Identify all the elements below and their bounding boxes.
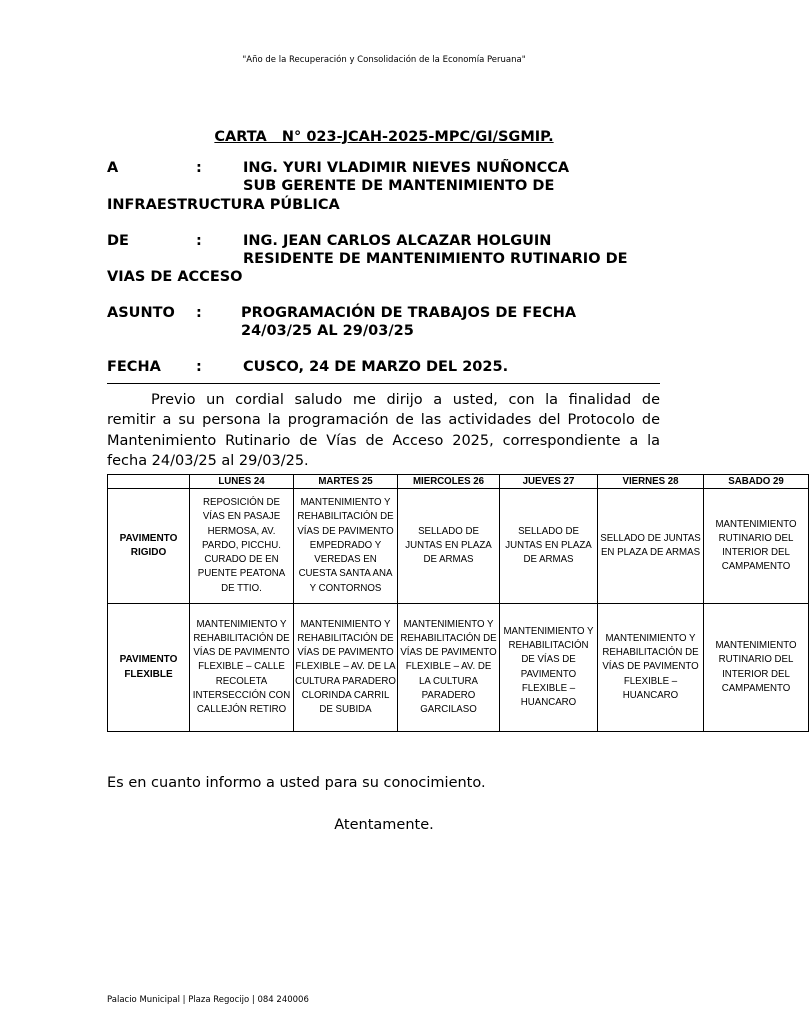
schedule-table [107,474,809,732]
field-a-recipient-position: SUB GERENTE DE MANTENIMIENTO DE [243,178,555,194]
table-header-cell-empty [108,475,190,489]
table-header-row [108,475,809,489]
table-header-cell: LUNES 24 [190,475,294,489]
field-de-sender-position: RESIDENTE DE MANTENIMIENTO RUTINARIO DE [243,251,628,267]
field-a-label: A [107,160,119,176]
field-asunto-subject-dates: 24/03/25 AL 29/03/25 [241,323,414,339]
header-divider [107,383,660,384]
footer-address: Palacio Municipal | Plaza Regocijo | 084 240006 [107,995,309,1005]
table-cell: MANTENIMIENTO RUTINARIO DEL INTERIOR DEL CAMPAMENTO [704,489,809,604]
table-cell: MANTENIMIENTO Y REHABILITACIÓN DE VÍAS DE PAVIMENTO FLEXIBLE – AV. DE LA CULTURA PARADERO GARCILASO [398,604,500,732]
table-row-label: PAVIMENTO FLEXIBLE [108,604,190,732]
field-asunto-label: ASUNTO [107,305,175,321]
table-cell: MANTENIMIENTO Y REHABILITACIÓN DE VÍAS DE PAVIMENTO FLEXIBLE – HUANCARO [500,604,598,732]
table-cell: MANTENIMIENTO RUTINARIO DEL INTERIOR DEL CAMPAMENTO [704,604,809,732]
table-header-cell: SABADO 29 [704,475,809,489]
field-fecha-separator: : [196,359,202,375]
paragraph-line: remitir a su persona la programación de las actividades del Protocolo de [107,412,660,428]
field-a-separator: : [196,160,202,176]
field-de-sender-name: ING. JEAN CARLOS ALCAZAR HOLGUIN [243,233,552,249]
letter-title [0,128,768,146]
field-de-separator: : [196,233,202,249]
field-asunto-separator: : [196,305,202,321]
letter-title-text: CARTA N° 023-JCAH-2025-MPC/GI/SGMIP. [214,129,554,145]
paragraph-line: Previo un cordial saludo me dirijo a usted, con la finalidad de [151,392,660,408]
table-header-cell: VIERNES 28 [598,475,704,489]
table-header-cell: MARTES 25 [294,475,398,489]
field-a-recipient-name: ING. YURI VLADIMIR NIEVES NUÑONCCA [243,160,570,176]
table-cell: MANTENIMIENTO Y REHABILITACIÓN DE VÍAS DE PAVIMENTO FLEXIBLE – AV. DE LA CULTURA PARADERO CLORINDA CARRIL DE SUBIDA [294,604,398,732]
table-cell: MANTENIMIENTO Y REHABILITACIÓN DE VÍAS DE PAVIMENTO EMPEDRADO Y VEREDAS EN CUESTA SANTA ANA Y CONTORNOS [294,489,398,604]
paragraph-line: fecha 24/03/25 al 29/03/25. [107,453,309,469]
field-fecha-label: FECHA [107,359,161,375]
table-row [108,604,809,732]
table-header-cell: JUEVES 27 [500,475,598,489]
field-de-label: DE [107,233,129,249]
table-cell: SELLADO DE JUNTAS EN PLAZA DE ARMAS [500,489,598,604]
paragraph-line: Mantenimiento Rutinario de Vías de Acceso 2025, correspondiente a la [107,433,660,449]
table-header-cell: MIERCOLES 26 [398,475,500,489]
table-cell: SELLADO DE JUNTAS EN PLAZA DE ARMAS [598,489,704,604]
field-asunto-subject: PROGRAMACIÓN DE TRABAJOS DE FECHA [241,305,577,321]
field-de-sender-position-cont: VIAS DE ACCESO [107,269,243,285]
table-cell: SELLADO DE JUNTAS EN PLAZA DE ARMAS [398,489,500,604]
table-row [108,489,809,604]
year-motto: "Año de la Recuperación y Consolidación de la Economía Peruana" [242,55,526,65]
table-row-label: PAVIMENTO RIGIDO [108,489,190,604]
table-cell: MANTENIMIENTO Y REHABILITACIÓN DE VÍAS DE PAVIMENTO FLEXIBLE – CALLE RECOLETA INTERSECCIÓN CON CALLEJÓN RETIRO [190,604,294,732]
table-cell: MANTENIMIENTO Y REHABILITACIÓN DE VÍAS DE PAVIMENTO FLEXIBLE – HUANCARO [598,604,704,732]
field-fecha-date: CUSCO, 24 DE MARZO DEL 2025. [243,359,509,375]
closing-sentence: Es en cuanto informo a usted para su conocimiento. [107,775,486,791]
signoff: Atentamente. [334,817,434,833]
table-cell: REPOSICIÓN DE VÍAS EN PASAJE HERMOSA, AV. PARDO, PICCHU. CURADO DE EN PUENTE PEATONA DE TTIO. [190,489,294,604]
schedule-table-container [107,474,797,736]
field-a-recipient-position-cont: INFRAESTRUCTURA PÚBLICA [107,197,340,213]
